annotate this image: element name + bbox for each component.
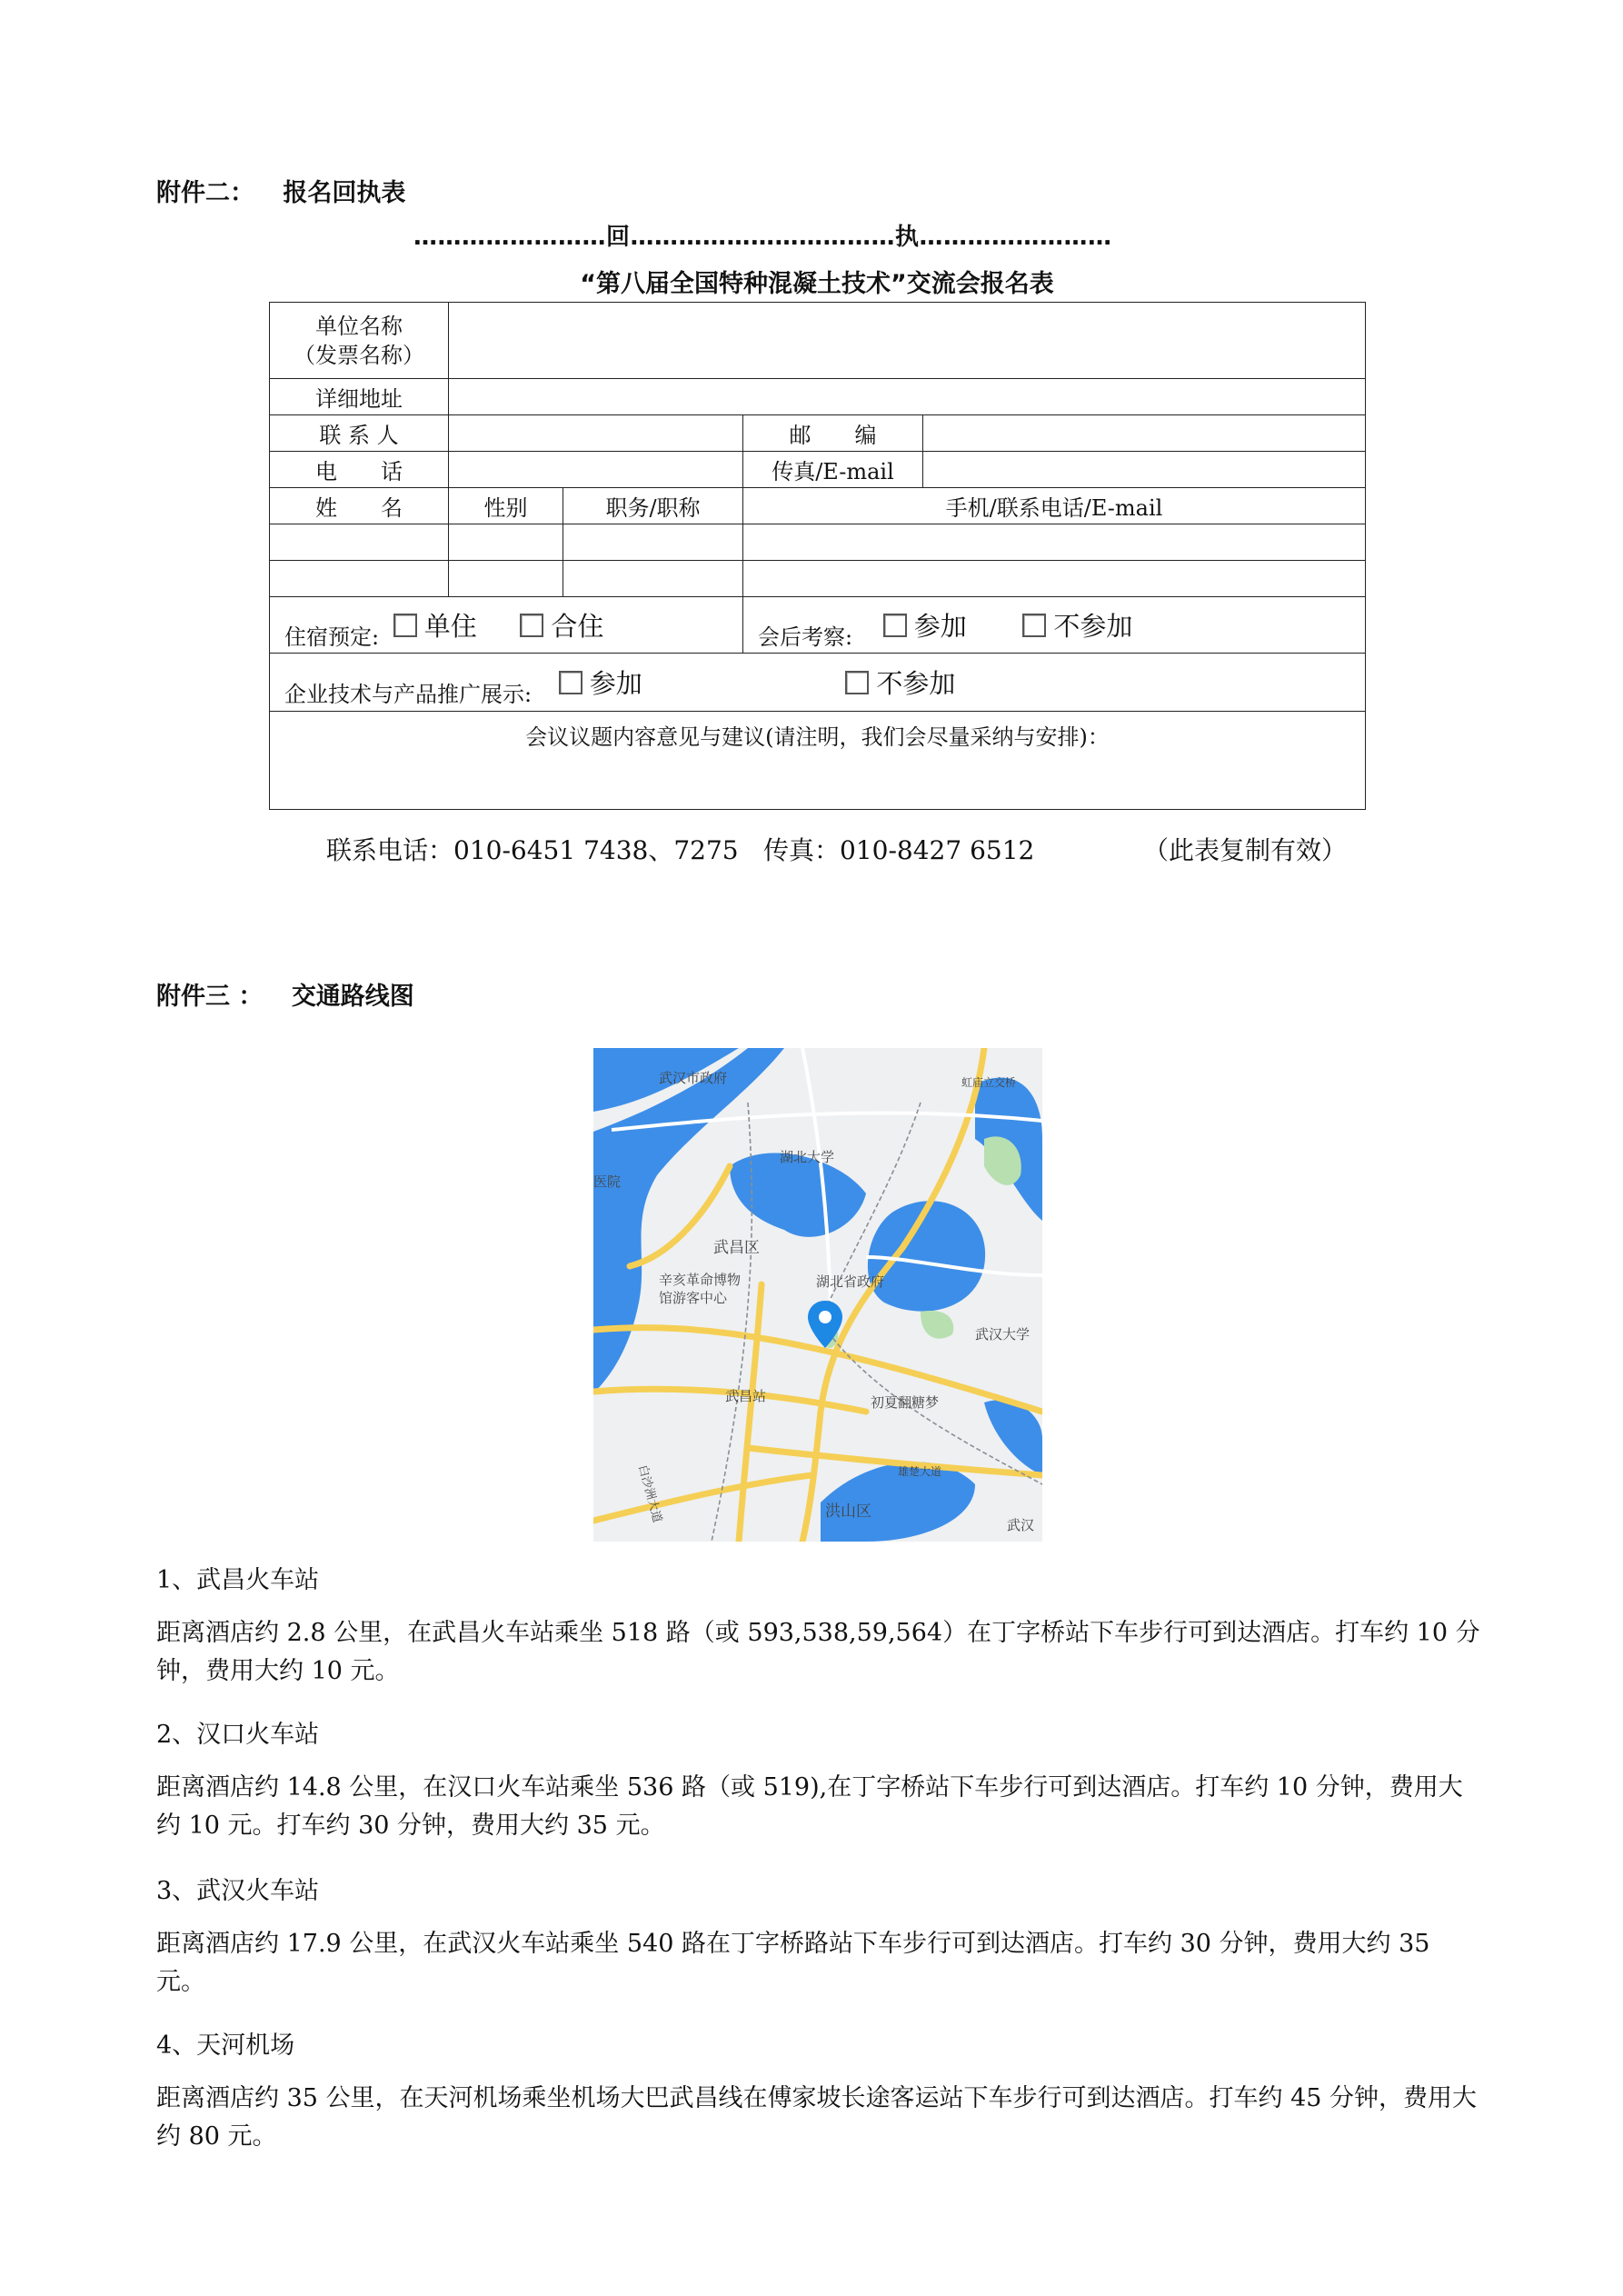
route-heading: 3、武汉火车站 <box>156 1877 320 1905</box>
attendee-name-field[interactable] <box>270 524 449 561</box>
lodging-label: 住宿预定: <box>284 624 380 650</box>
attachment2-label: 附件二： <box>156 179 254 207</box>
map-label: 白沙洲大道 <box>635 1463 664 1524</box>
map-label: 武昌区 <box>713 1239 760 1257</box>
attachment3-heading <box>156 976 414 1012</box>
lodging-shared-option[interactable]: 合住 <box>520 611 603 642</box>
checkbox-icon[interactable] <box>393 614 417 637</box>
attendee-row <box>270 561 1366 597</box>
attachment3-title: 交通路线图 <box>291 983 414 1011</box>
lodging-single-option[interactable]: 单住 <box>393 611 477 642</box>
fax-email-label: 传真/E-mail <box>743 452 923 488</box>
route-heading: 4、天河机场 <box>156 2031 295 2060</box>
map-label: 雄楚大道 <box>898 1465 942 1478</box>
promo-cell <box>270 654 1366 712</box>
route-text: 距离酒店约 17.9 公里，在武汉火车站乘坐 540 路在丁字桥路站下车步行可到达酒店。打车约 30 分钟，费用大约 35 元。 <box>156 1930 1430 1996</box>
map-label: 湖北大学 <box>780 1149 835 1165</box>
cut-divider: ……………………回……………………………执…………………… <box>413 224 1112 251</box>
attendee-gender-field[interactable] <box>449 524 563 561</box>
name-header: 姓 名 <box>270 488 449 524</box>
fax-email-field[interactable] <box>923 452 1366 488</box>
route-text: 距离酒店约 14.8 公里，在汉口火车站乘坐 536 路（或 519),在丁字桥站下车步行可到达酒店。打车约 10 分钟，费用大约 10 元。打车约 30 分钟，费用大约 35 元。 <box>156 1773 1463 1840</box>
tour-yes-option[interactable]: 参加 <box>883 611 967 642</box>
mobile-header: 手机/联系电话/E-mail <box>743 488 1366 524</box>
checkbox-icon[interactable] <box>1022 614 1046 637</box>
promo-label: 企业技术与产品推广展示: <box>284 682 533 707</box>
suggestion-label: 会议议题内容意见与建议(请注明，我们会尽量采纳与安排)： <box>525 724 1110 750</box>
checkbox-icon[interactable] <box>883 614 907 637</box>
attendee-mobile-field[interactable] <box>743 524 1366 561</box>
route-heading: 1、武昌火车站 <box>156 1566 320 1594</box>
phone-field[interactable] <box>449 452 743 488</box>
route-heading: 2、汉口火车站 <box>156 1721 320 1749</box>
unit-name-field[interactable] <box>449 303 1366 379</box>
attachment2-title: 报名回执表 <box>283 179 406 207</box>
contact-label: 联 系 人 <box>270 415 449 452</box>
contact-fax: 传真：010-8427 6512 <box>763 835 1035 865</box>
postcode-label: 邮 编 <box>743 415 923 452</box>
map-label: 洪山区 <box>825 1502 871 1521</box>
attachment2-heading <box>156 173 405 208</box>
map-label: 武汉 <box>1007 1517 1035 1533</box>
map-label: 武汉大学 <box>975 1326 1031 1343</box>
map-label: 武汉市政府 <box>659 1070 728 1086</box>
attendee-gender-field[interactable] <box>449 561 563 597</box>
suggestion-cell[interactable] <box>270 712 1366 810</box>
map-label: 初夏翻糖梦 <box>871 1394 940 1411</box>
map-label: 虹庙立交桥 <box>961 1076 1017 1089</box>
promo-yes-option[interactable]: 参加 <box>559 668 642 699</box>
attendee-name-field[interactable] <box>270 561 449 597</box>
phone-label: 电 话 <box>270 452 449 488</box>
tour-label: 会后考察: <box>758 624 853 650</box>
lodging-cell <box>270 597 743 654</box>
attendee-row <box>270 524 1366 561</box>
route-text: 距离酒店约 35 公里，在天河机场乘坐机场大巴武昌线在傅家坡长途客运站下车步行可到达酒店。打车约 45 分钟，费用大约 80 元。 <box>156 2084 1478 2151</box>
map-label: 湖北省政府 <box>816 1273 885 1290</box>
checkbox-icon[interactable] <box>520 614 543 637</box>
checkbox-icon[interactable] <box>845 671 869 694</box>
unit-name-label: 单位名称 （发票名称） <box>270 303 449 379</box>
map-label: 武昌站 <box>725 1388 767 1404</box>
copy-note: （此表复制有效） <box>1143 835 1348 865</box>
promo-no-option[interactable]: 不参加 <box>845 668 955 699</box>
registration-form <box>269 302 1366 810</box>
tour-no-option[interactable]: 不参加 <box>1022 611 1132 642</box>
checkbox-icon[interactable] <box>559 671 582 694</box>
tour-cell <box>743 597 1366 654</box>
attendee-position-field[interactable] <box>563 561 743 597</box>
route-map <box>593 1048 1042 1542</box>
contact-phone: 联系电话：010-6451 7438、7275 <box>326 835 739 865</box>
route-text: 距离酒店约 2.8 公里，在武昌火车站乘坐 518 路（或 593,538,59,564）在丁字桥站下车步行可到达酒店。打车约 10 分钟，费用大约 10 元。 <box>156 1619 1480 1685</box>
address-field[interactable] <box>449 379 1366 415</box>
address-label: 详细地址 <box>270 379 449 415</box>
attendee-position-field[interactable] <box>563 524 743 561</box>
form-title: “第八届全国特种混凝土技术”交流会报名表 <box>580 270 1054 298</box>
map-label: 医院 <box>593 1173 622 1190</box>
gender-header: 性别 <box>449 488 563 524</box>
attendee-mobile-field[interactable] <box>743 561 1366 597</box>
postcode-field[interactable] <box>923 415 1366 452</box>
attachment3-label: 附件三 ： <box>156 983 264 1011</box>
position-header: 职务/职称 <box>563 488 743 524</box>
contact-field[interactable] <box>449 415 743 452</box>
map-label: 馆游客中心 <box>659 1290 728 1306</box>
map-label: 辛亥革命博物 <box>659 1272 742 1288</box>
